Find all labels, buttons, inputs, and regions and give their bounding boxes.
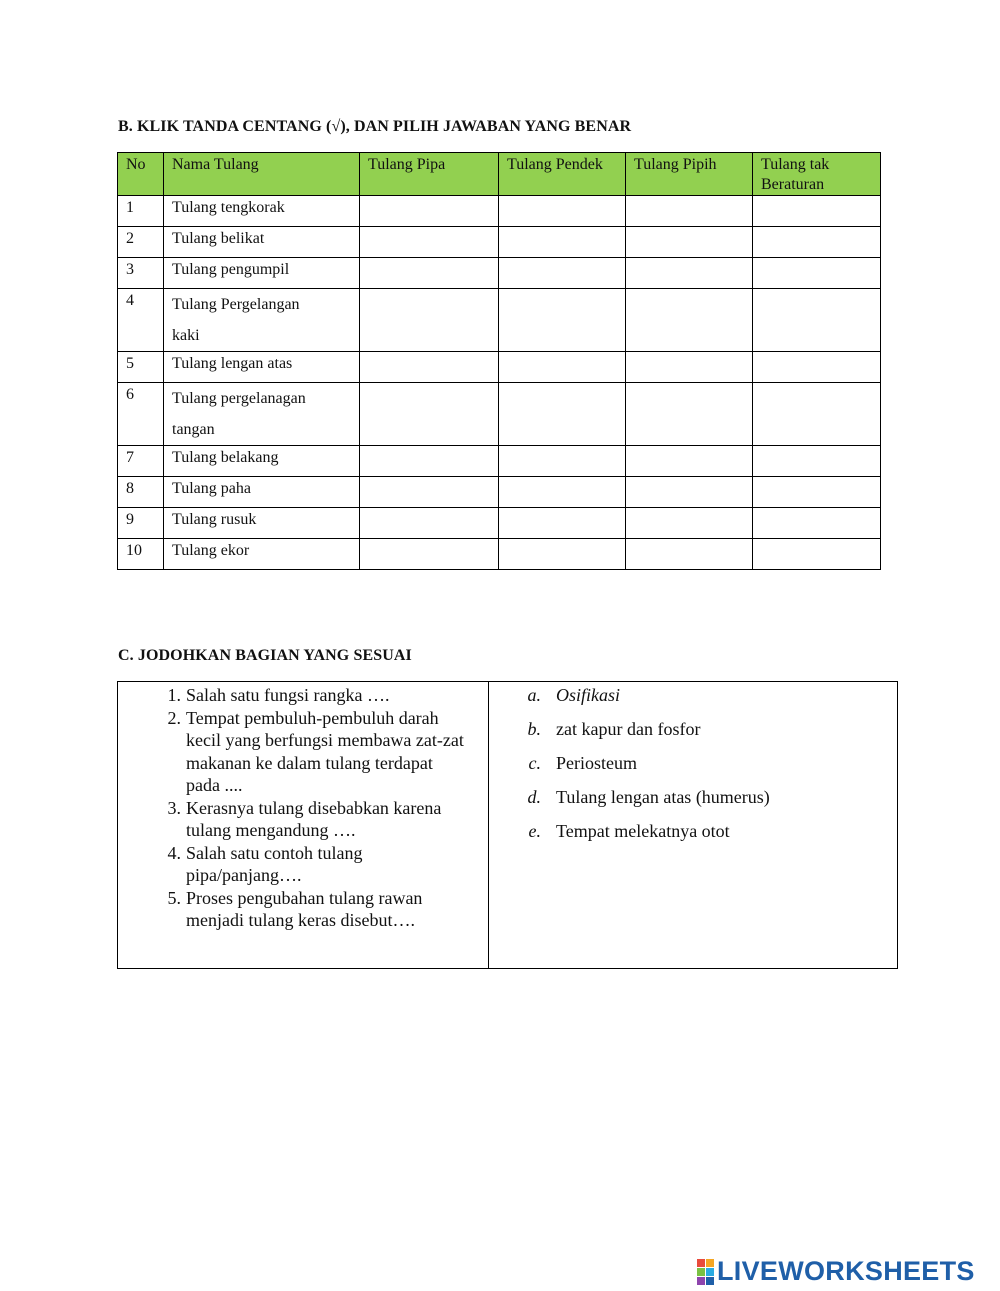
bone-name-line: Tulang lengan atas [172, 355, 293, 372]
option-text: Osifikasi [556, 685, 621, 705]
answer-option[interactable] [489, 820, 897, 854]
bone-name-line: Tulang belikat [172, 230, 265, 247]
row-number: 5 [118, 352, 164, 383]
bone-name [164, 289, 360, 352]
bone-name-line: Tulang pergelanagan [172, 390, 306, 407]
bone-name [164, 446, 360, 477]
column-header-irregular-bone: Tulang tak Beraturan [753, 153, 881, 196]
logo-block [697, 1277, 705, 1285]
bone-name-line: Tulang Pergelangan [172, 296, 300, 313]
column-header-bone-name: Nama Tulang [164, 153, 360, 196]
bone-name [164, 383, 360, 446]
answer-option-list [489, 682, 897, 968]
brand-name: LIVEWORKSHEETS [717, 1256, 975, 1286]
question-text: Kerasnya tulang disebabkan karena tulang mengandung …. [186, 797, 442, 840]
column-header-long-bone: Tulang Pipa [360, 153, 499, 196]
checkbox-cell-short-bone[interactable] [499, 383, 626, 446]
question-list [118, 682, 489, 968]
question-item [118, 797, 488, 842]
column-header-short-bone: Tulang Pendek [499, 153, 626, 196]
checkbox-cell-long-bone[interactable] [360, 289, 499, 352]
table-row [118, 539, 881, 570]
checkbox-cell-long-bone[interactable] [360, 196, 499, 227]
question-text: Salah satu contoh tulang pipa/panjang…. [186, 842, 363, 885]
checkbox-cell-flat-bone[interactable] [626, 477, 753, 508]
checkbox-cell-long-bone[interactable] [360, 258, 499, 289]
question-number: 5. [167, 887, 181, 908]
checkbox-cell-long-bone[interactable] [360, 383, 499, 446]
logo-block [706, 1277, 714, 1285]
question-number: 4. [167, 842, 181, 863]
bone-name [164, 227, 360, 258]
checkbox-cell-irregular-bone[interactable] [753, 227, 881, 258]
checkbox-cell-short-bone[interactable] [499, 446, 626, 477]
table-row [118, 383, 881, 446]
checkbox-cell-irregular-bone[interactable] [753, 196, 881, 227]
logo-block [706, 1259, 714, 1267]
option-letter: c. [528, 753, 541, 773]
row-number: 10 [118, 539, 164, 570]
checkbox-cell-irregular-bone[interactable] [753, 539, 881, 570]
section-c-heading: C. JODOHKAN BAGIAN YANG SESUAI [118, 647, 412, 664]
table-row [118, 258, 881, 289]
bone-name-line: kaki [172, 327, 200, 344]
checkbox-cell-long-bone[interactable] [360, 352, 499, 383]
bone-classification-table [117, 152, 881, 570]
question-item [118, 684, 488, 707]
checkbox-cell-irregular-bone[interactable] [753, 508, 881, 539]
question-text: Salah satu fungsi rangka …. [186, 685, 390, 705]
logo-block [706, 1268, 714, 1276]
question-text: Proses pengubahan tulang rawan menjadi tulang keras disebut…. [186, 887, 423, 930]
question-number: 1. [167, 685, 181, 705]
checkbox-cell-flat-bone[interactable] [626, 227, 753, 258]
checkbox-cell-long-bone[interactable] [360, 539, 499, 570]
answer-option[interactable] [489, 684, 897, 718]
question-item [118, 842, 488, 887]
row-number: 2 [118, 227, 164, 258]
answer-option[interactable] [489, 718, 897, 752]
bone-name [164, 477, 360, 508]
checkbox-cell-irregular-bone[interactable] [753, 446, 881, 477]
option-text: zat kapur dan fosfor [556, 719, 701, 739]
bone-name [164, 258, 360, 289]
checkbox-cell-irregular-bone[interactable] [753, 477, 881, 508]
bone-name-line: Tulang rusuk [172, 511, 257, 528]
table-row [118, 477, 881, 508]
table-header-row [118, 153, 881, 196]
row-number: 6 [118, 383, 164, 446]
row-number: 9 [118, 508, 164, 539]
checkbox-cell-short-bone[interactable] [499, 196, 626, 227]
row-number: 7 [118, 446, 164, 477]
checkbox-cell-flat-bone[interactable] [626, 196, 753, 227]
checkbox-cell-irregular-bone[interactable] [753, 258, 881, 289]
bone-name [164, 508, 360, 539]
table-row [118, 289, 881, 352]
option-text: Periosteum [556, 753, 637, 773]
checkbox-cell-flat-bone[interactable] [626, 539, 753, 570]
checkbox-cell-long-bone[interactable] [360, 477, 499, 508]
section-b-heading: B. KLIK TANDA CENTANG (√), DAN PILIH JAWABAN YANG BENAR [118, 118, 632, 135]
option-letter: d. [527, 787, 541, 807]
option-letter: e. [528, 821, 541, 841]
matching-box [117, 681, 898, 969]
table-row [118, 196, 881, 227]
logo-block [697, 1259, 705, 1267]
bone-name [164, 539, 360, 570]
answer-option[interactable] [489, 786, 897, 820]
bone-name-line: Tulang pengumpil [172, 261, 290, 278]
bone-name-line: Tulang tengkorak [172, 199, 285, 216]
checkbox-cell-short-bone[interactable] [499, 258, 626, 289]
option-letter: b. [527, 719, 541, 739]
checkbox-cell-flat-bone[interactable] [626, 352, 753, 383]
checkbox-cell-short-bone[interactable] [499, 539, 626, 570]
checkbox-cell-short-bone[interactable] [499, 289, 626, 352]
row-number: 8 [118, 477, 164, 508]
checkbox-cell-long-bone[interactable] [360, 227, 499, 258]
logo-block [697, 1268, 705, 1276]
question-item [118, 887, 488, 932]
checkbox-cell-flat-bone[interactable] [626, 508, 753, 539]
checkbox-cell-irregular-bone[interactable] [753, 352, 881, 383]
checkbox-cell-short-bone[interactable] [499, 477, 626, 508]
answer-option[interactable] [489, 752, 897, 786]
option-letter: a. [527, 685, 541, 705]
bone-name-line: Tulang belakang [172, 449, 279, 466]
checkbox-cell-flat-bone[interactable] [626, 383, 753, 446]
option-text: Tulang lengan atas (humerus) [556, 787, 770, 807]
checkbox-cell-short-bone[interactable] [499, 508, 626, 539]
table-row [118, 352, 881, 383]
checkbox-cell-long-bone[interactable] [360, 446, 499, 477]
column-header-no: No [118, 153, 164, 196]
bone-name-line: Tulang ekor [172, 542, 250, 559]
question-item [118, 707, 488, 797]
checkbox-cell-irregular-bone[interactable] [753, 289, 881, 352]
question-text: Tempat pembuluh-pembuluh darah kecil yang berfungsi membawa zat-zat makanan ke dalam tulang terdapat pada .... [186, 707, 464, 795]
row-number: 4 [118, 289, 164, 352]
logo-blocks-icon [697, 1259, 714, 1285]
table-row [118, 508, 881, 539]
checkbox-cell-flat-bone[interactable] [626, 289, 753, 352]
row-number: 3 [118, 258, 164, 289]
bone-name-line: tangan [172, 421, 215, 438]
checkbox-cell-irregular-bone[interactable] [753, 383, 881, 446]
row-number: 1 [118, 196, 164, 227]
table-row [118, 227, 881, 258]
column-header-flat-bone: Tulang Pipih [626, 153, 753, 196]
bone-name [164, 352, 360, 383]
checkbox-cell-long-bone[interactable] [360, 508, 499, 539]
liveworksheets-logo [697, 1256, 975, 1287]
checkbox-cell-short-bone[interactable] [499, 227, 626, 258]
question-number: 2. [167, 707, 181, 728]
checkbox-cell-flat-bone[interactable] [626, 258, 753, 289]
question-number: 3. [167, 797, 181, 818]
bone-name-line: Tulang paha [172, 480, 251, 497]
checkbox-cell-flat-bone[interactable] [626, 446, 753, 477]
bone-name [164, 196, 360, 227]
checkbox-cell-short-bone[interactable] [499, 352, 626, 383]
table-row [118, 446, 881, 477]
option-text: Tempat melekatnya otot [556, 821, 730, 841]
